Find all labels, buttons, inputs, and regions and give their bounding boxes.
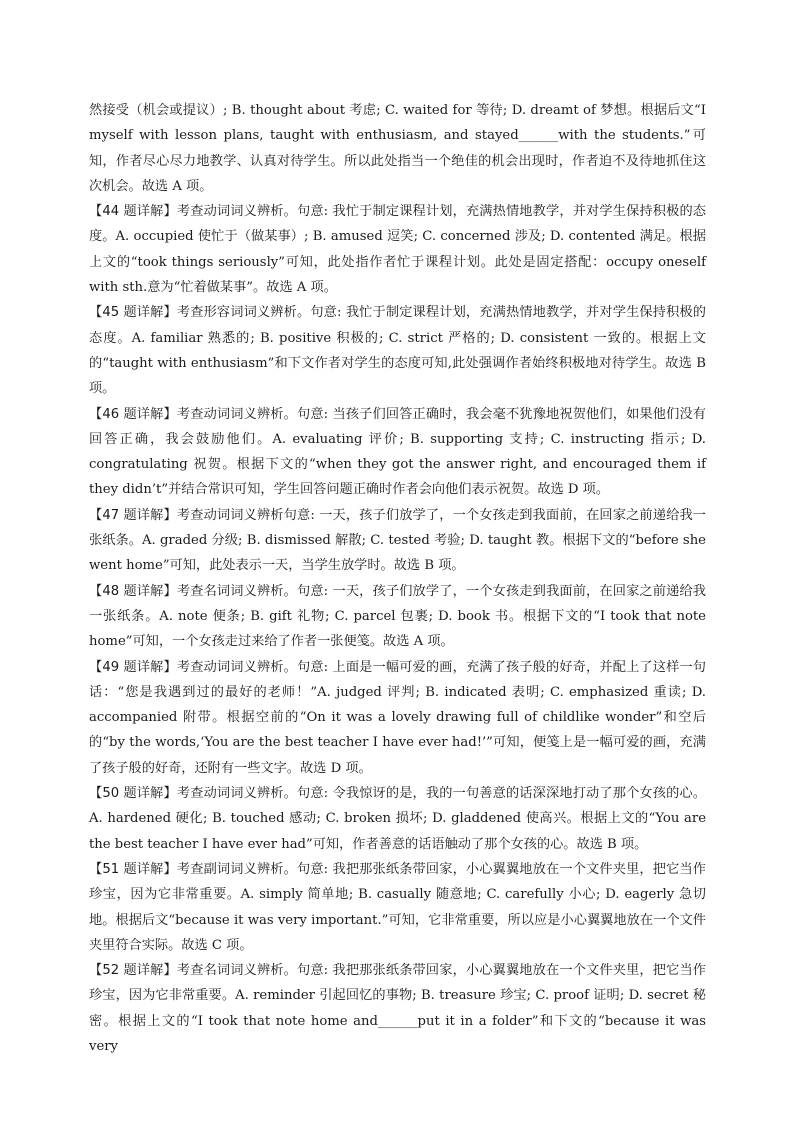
paragraph-51 (89, 857, 706, 958)
paragraph-52 (89, 958, 706, 1059)
paragraph-44 (89, 199, 706, 300)
question-label: 【44 题详解】 (89, 204, 177, 220)
paragraph-text: 考查副词词义辨析。句意: 我把那张纸条带回家，小心翼翼地放在一个文件夹里，把它当作珍宝，因为它非常重要。A. simply 简单地; B. casually 随意地; C. carefully 小心; D. eagerly 急切地。根据后文“because it was very important.”可知，它非常重要，所以应是小心翼翼地放在一个文件夹里符合实际。故选 C 项。 (89, 861, 706, 953)
paragraph-text: 考查形容词词义辨析。句意: 我忙于制定课程计划，充满热情地教学，并对学生保持积极的态度。A. familiar 熟悉的; B. positive 积极的; C. strict 严格的; D. consistent 一致的。根据上文的“taught with enthusiasm”和下文作者对学生的态度可知,此处强调作者始终积极地对待学生。故选 B 项。 (89, 305, 706, 397)
paragraph-text: 考查名词词义辨析。句意: 一天，孩子们放学了，一个女孩走到我面前，在回家之前递给我一张纸条。A. note 便条; B. gift 礼物; C. parcel 包裹; D. book 书。根据下文的“I took that note home”可知，一个女孩走过来给了作者一张便笺。故选 A 项。 (89, 583, 706, 650)
paragraph-45 (89, 300, 706, 401)
paragraph-50 (89, 781, 706, 857)
paragraph-48 (89, 579, 706, 655)
paragraph-text: 考查动词词义辨析。句意: 令我惊讶的是，我的一句善意的话深深地打动了那个女孩的心。A. hardened 硬化; B. touched 感动; C. broken 损坏; D. gladdened 使高兴。根据上文的“You are the best teacher I have ever had”可知，作者善意的话语触动了那个女孩的心。故选 B 项。 (89, 786, 706, 852)
question-label: 【49 题详解】 (89, 659, 177, 675)
question-label: 【45 题详解】 (89, 305, 177, 321)
question-label: 【46 题详解】 (89, 406, 177, 422)
paragraph-text: 考查动词词义辨析。句意: 我忙于制定课程计划，充满热情地教学，并对学生保持积极的态度。A. occupied 使忙于（做某事）; B. amused 逗笑; C. concerned 涉及; D. contented 满足。根据上文的“took things seriously”可知，此处指作者忙于课程计划。此处是固定搭配：occupy oneself with sth.意为“忙着做某事”。故选 A 项。 (89, 204, 706, 296)
paragraph-text: 考查名词词义辨析。句意: 我把那张纸条带回家，小心翼翼地放在一个文件夹里，把它当作珍宝，因为它非常重要。A. reminder 引起回忆的事物; B. treasure 珍宝; C. proof 证明; D. secret 秘密。根据上文的“I took that note home and______put it in a folder”和下文的“because it was very (89, 963, 706, 1054)
paragraph-text: 然接受（机会或提议）; B. thought about 考虑; C. waited for 等待; D. dreamt of 梦想。根据后文“I myself with lesson plans, taught with enthusiasm, and stayed______with the students.”可知，作者尽心尽力地教学、认真对待学生。所以此处指当一个绝佳的机会出现时，作者迫不及待地抓住这次机会。故选 A 项。 (89, 103, 706, 194)
question-label: 【51 题详解】 (89, 861, 177, 877)
paragraph-49 (89, 655, 706, 781)
question-label: 【50 题详解】 (89, 786, 177, 802)
paragraph-text: 考查动词词义辨析。句意: 当孩子们回答正确时，我会毫不犹豫地祝贺他们，如果他们没有回答正确，我会鼓励他们。A. evaluating 评价; B. supporting 支持; C. instructing 指示; D. congratulating 祝贺。根据下文的“when they got the answer right, and encouraged them if they didn’t”并结合常识可知，学生回答问题正确时作者会向他们表示祝贺。故选 D 项。 (89, 406, 706, 498)
document-page (89, 98, 706, 1059)
paragraph-43-continuation (89, 98, 706, 199)
paragraph-text: 考查动词词义辨析句意: 一天，孩子们放学了，一个女孩走到我面前，在回家之前递给我一张纸条。A. graded 分级; B. dismissed 解散; C. tested 考验; D. taught 教。根据下文的“before she went home”可知，此处表示一天，当学生放学时。故选 B 项。 (89, 507, 706, 574)
paragraph-47 (89, 503, 706, 579)
question-label: 【47 题详解】 (89, 507, 177, 523)
paragraph-text: 考查动词词义辨析。句意: 上面是一幅可爱的画，充满了孩子般的好奇，并配上了这样一句话：“您是我遇到过的最好的老师！”A. judged 评判; B. indicated 表明; C. emphasized 重读; D. accompanied 附带。根据空前的“On it was a lovely drawing full of childlike wonder”和空后的“by the words,‘You are the best teacher I have ever had!’”可知，便笺上是一幅可爱的画，充满了孩子般的好奇，还附有一些文字。故选 D 项。 (89, 659, 706, 776)
paragraph-46 (89, 402, 706, 503)
question-label: 【52 题详解】 (89, 963, 177, 979)
question-label: 【48 题详解】 (89, 583, 177, 599)
